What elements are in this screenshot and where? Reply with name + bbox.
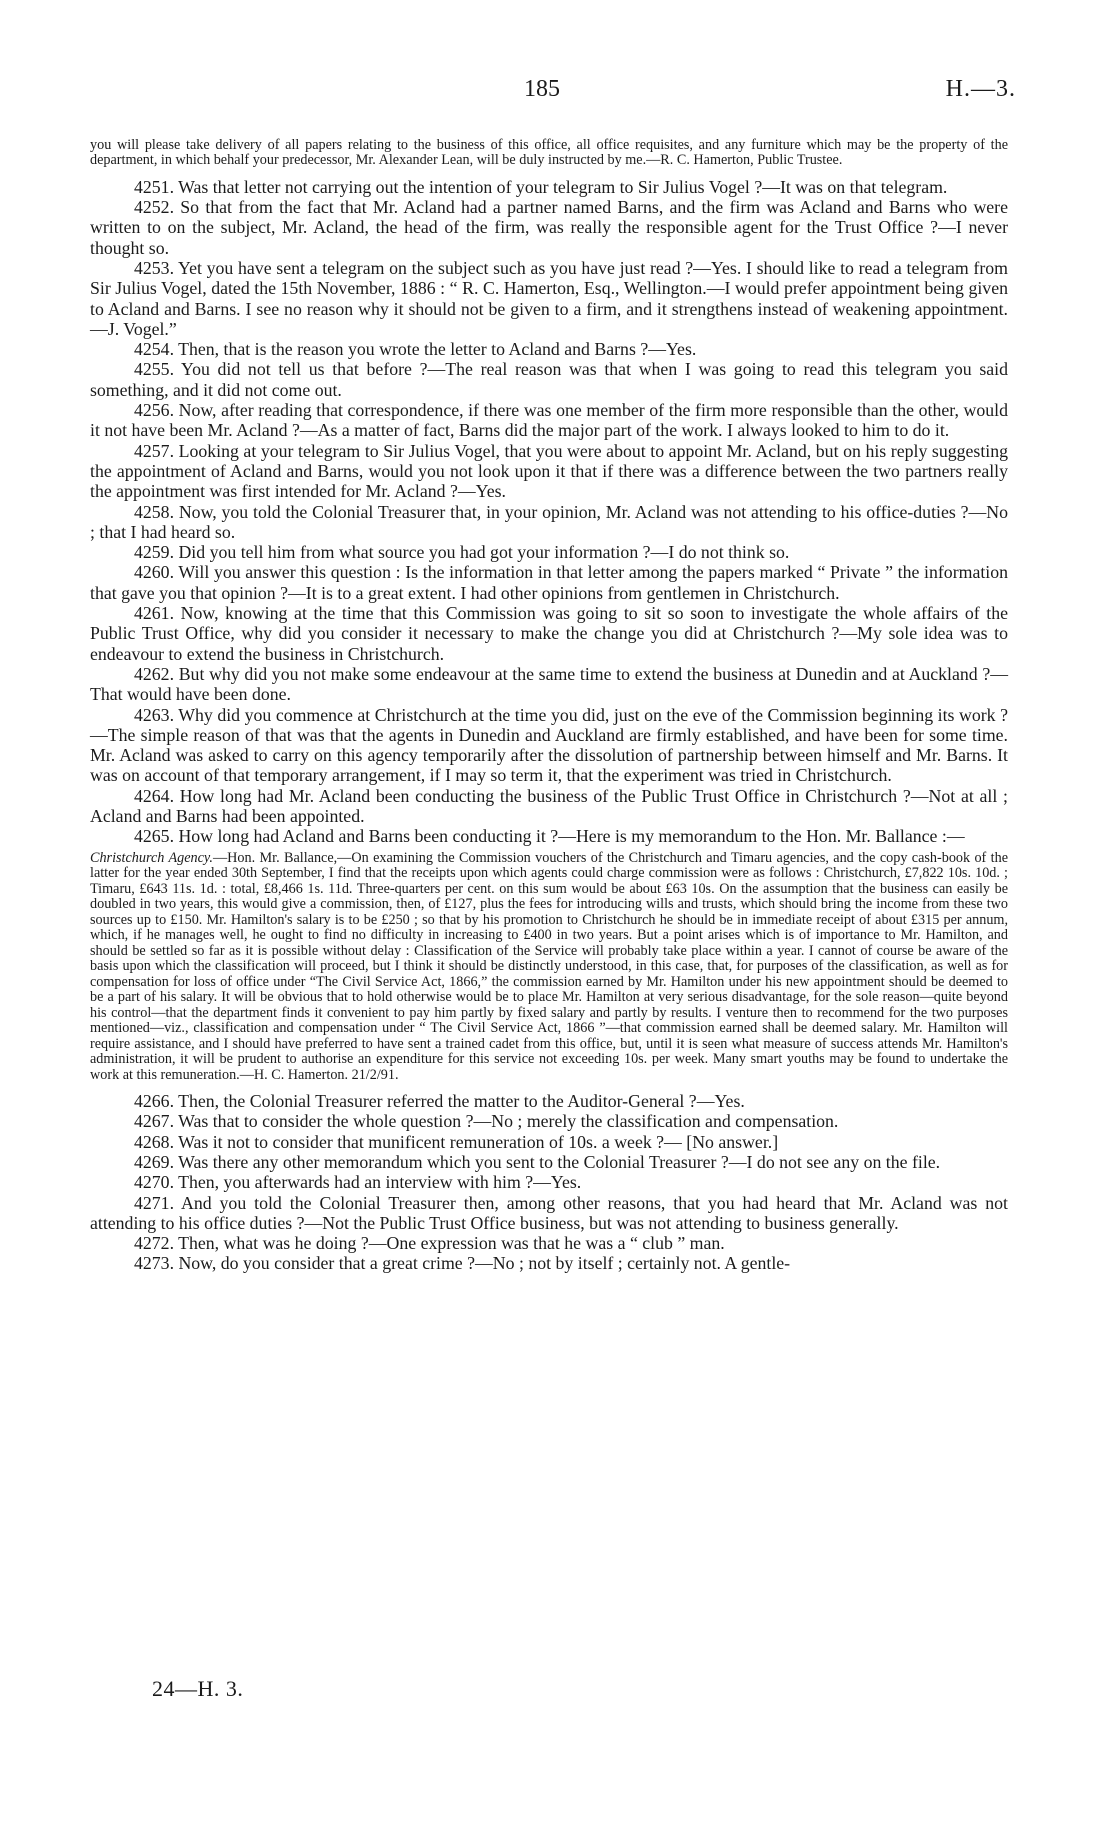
- memorandum-text: —Hon. Mr. Ballance,—On examining the Commission vouchers of the Christchurch and Timaru agencies, and the copy cash-book of the latter for the year ended 30th September, I find that the receipts upon which agents could charge commission were as follows : Christchurch, £7,822 10s. 10d. ; Timaru, £643 11s. 1d. : total, £8,466 1s. 11d. Three-quarters per cent. on this sum would be about £63 10s. On the assumption that the business can easily be doubled in two years, this would give a commission, then, of £127, plus the fees for introducing wills and trusts, which should bring the income from these two sources up to £150. Mr. Hamilton's salary is to be £250 ; so that by his promotion to Christchurch he should be in immediate receipt of about £315 per annum, which, if he manages well, he ought to find no difficulty in increasing to £400 in two years. But a point arises which is of importance to Mr. Hamilton, and should be settled so far as it is possible without delay : Classification of the Service will probably take place within a year. I cannot of course be aware of the basis upon which the classification will proceed, but I think it should be distinctly understood, in this case, that, for purposes of the classification, as well as for compensation for loss of office under “The Civil Service Act, 1866,” the commission earned by Mr. Hamilton under his new appointment should be deemed to be a part of his salary. It will be obvious that to hold otherwise would be to place Mr. Hamilton at very serious disadvantage, for the sole reason—quite beyond his control—that the department finds it convenient to pay him partly by fixed salary and partly by results. I venture then to recommend for the two purposes mentioned—viz., classification and compensation under “ The Civil Service Act, 1866 ”—that commission earned shall be deemed salary. Mr. Hamilton will require assistance, and I should have preferred to have sent a trained cadet from this office, but, until it is seen what measure of success attends Mr. Hamilton's administration, it will be prudent to authorise an expenditure for this service not exceeding 10s. per week. Many smart youths may be found to undertake the work at this remuneration.—H. C. Hamerton. 21/2/91.: [90, 849, 1008, 1083]
- paragraph-group-a: [90, 177, 1008, 847]
- paragraph: 4265. How long had Acland and Barns been conducting it ?—Here is my memorandum to the Hon. Mr. Ballance :—: [134, 826, 965, 847]
- paragraph: 4257. Looking at your telegram to Sir Julius Vogel, that you were about to appoint Mr. Acland, but on his reply suggesting the appointment of Acland and Barns, would you not look upon it that if there was a difference between the two partners really the appointment was first intended for Mr. Acland ?—Yes.: [90, 440, 1008, 502]
- page-header: [0, 76, 1114, 116]
- paragraph: 4264. How long had Mr. Acland been conducting the business of the Public Trust Office in Christchurch ?—Not at all ; Acland and Barns had been appointed.: [90, 785, 1008, 827]
- signature-mark: 24—H. 3.: [152, 1676, 244, 1701]
- page-number: 185: [524, 76, 560, 102]
- paragraph: 4261. Now, knowing at the time that this Commission was going to sit so soon to investigate the whole affairs of the Public Trust Office, why did you consider it necessary to make the change you did at Christchurch ?—My sole idea was to endeavour to extend the business in Christchurch.: [90, 603, 1008, 664]
- paragraph: 4262. But why did you not make some endeavour at the same time to extend the business at Dunedin and at Auckland ?—That would have been done.: [90, 663, 1008, 705]
- memorandum-heading: Christchurch Agency.: [90, 849, 213, 866]
- paragraph: 4270. Then, you afterwards had an interview with him ?—Yes.: [134, 1172, 582, 1193]
- paragraph: 4260. Will you answer this question : Is the information in that letter among the papers marked “ Private ” the information that gave you that opinion ?—It is to a great extent. I had other opinions from gentlemen in Christchurch.: [90, 562, 1008, 603]
- paragraph: 4256. Now, after reading that correspondence, if there was one member of the firm more responsible than the other, would it not have been Mr. Acland ?—As a matter of fact, Barns did the major part of the work. I always looked to him to do it.: [90, 400, 1008, 441]
- paragraph: 4263. Why did you commence at Christchurch at the time you did, just on the eve of the Commission beginning its work ?—The simple reason of that was that the agents in Dunedin and Auckland are firmly established, and have been for some time. Mr. Acland was asked to carry on this agency temporarily after the dissolution of partnership between himself and Mr. Barns. It was on account of that temporary arrangement, if I may so term it, that the experiment was tried in Christchurch.: [90, 704, 1008, 786]
- paragraph: 4272. Then, what was he doing ?—One expression was that he was a “ club ” man.: [134, 1233, 725, 1254]
- series-code: H.—3.: [945, 76, 1016, 102]
- page-body: [90, 138, 1008, 1274]
- paragraph: 4258. Now, you told the Colonial Treasurer that, in your opinion, Mr. Acland was not attending to his office-duties ?—No ; that I had heard so.: [90, 501, 1008, 542]
- paragraph-group-b: [90, 1091, 1008, 1274]
- paragraph: 4253. Yet you have sent a telegram on the subject such as you have just read ?—Yes. I should like to read a telegram from Sir Julius Vogel, dated the 15th November, 1886 : “ R. C. Hamerton, Esq., Wellington.—I would prefer appointment being given to Acland and Barns. I see no reason why it should not be given to a firm, and it strengthens instead of weakening appointment.—J. Vogel.”: [90, 258, 1008, 339]
- memorandum: [90, 851, 1008, 1084]
- paragraph: 4259. Did you tell him from what source you had got your information ?—I do not think so.: [134, 542, 790, 563]
- paragraph: 4269. Was there any other memorandum which you sent to the Colonial Treasurer ?—I do not see any on the file.: [134, 1152, 941, 1172]
- paragraph: 4271. And you told the Colonial Treasurer then, among other reasons, that you had heard that Mr. Acland was not attending to his office duties ?—Not the Public Trust Office business, but was not attending to business generally.: [90, 1192, 1008, 1233]
- paragraph: 4267. Was that to consider the whole question ?—No ; merely the classification and compensation.: [134, 1111, 839, 1132]
- paragraph: 4251. Was that letter not carrying out the intention of your telegram to Sir Julius Vogel ?—It was on that telegram.: [134, 176, 948, 197]
- paragraph: 4266. Then, the Colonial Treasurer referred the matter to the Auditor-General ?—Yes.: [134, 1091, 745, 1112]
- paragraph: 4273. Now, do you consider that a great crime ?—No ; not by itself ; certainly not. A gentle-: [134, 1253, 791, 1274]
- paragraph: 4252. So that from the fact that Mr. Acland had a partner named Barns, and the firm was Acland and Barns who were written to on the subject, Mr. Acland, the head of the firm, was really the responsible agent for the Trust Office ?—I never thought so.: [90, 197, 1008, 258]
- intro-paragraph: you will please take delivery of all papers relating to the business of this office, all office requisites, and any furniture which may be the property of the department, in which behalf your predecessor, Mr. Alexander Lean, will be duly instructed by me.—R. C. Hamerton, Public Trustee.: [90, 137, 1008, 169]
- paragraph: 4268. Was it not to consider that munificent remuneration of 10s. a week ?— [No answer.]: [134, 1131, 779, 1152]
- paragraph: 4255. You did not tell us that before ?—The real reason was that when I was going to read this telegram you said something, and it did not come out.: [90, 359, 1008, 400]
- paragraph: 4254. Then, that is the reason you wrote the letter to Acland and Barns ?—Yes.: [134, 339, 697, 360]
